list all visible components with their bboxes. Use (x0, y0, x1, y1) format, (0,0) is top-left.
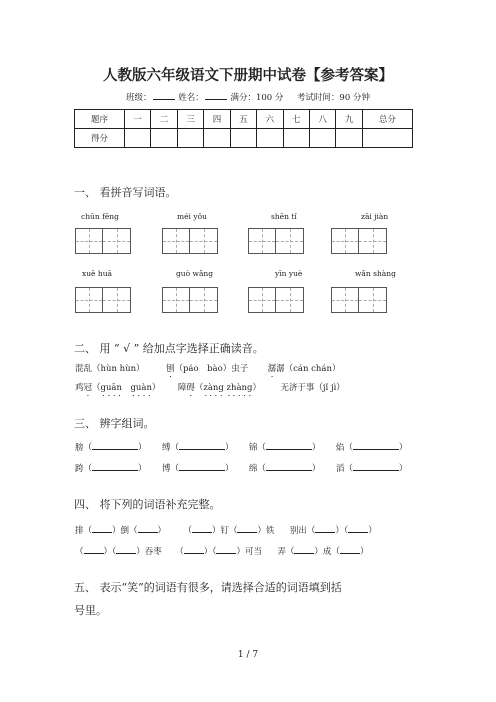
class-blank (153, 91, 175, 100)
grid-cell[interactable] (103, 228, 131, 254)
idiom-text: ）倒（ (112, 526, 138, 536)
word-paren: ） (311, 443, 321, 453)
header-cell: 六 (257, 110, 283, 129)
dotted-char: 潺 (267, 364, 277, 374)
idiom-text: ）钉（ (211, 526, 238, 536)
reading-text: （páo bào）虫子 (174, 364, 249, 374)
word-paren: ） (311, 464, 321, 474)
pinyin-label: guò wǎng (176, 269, 214, 278)
grid-cell[interactable] (190, 228, 218, 254)
section-2-title: 二、 用 “ √ ” 给加点字选择正确读音。 (74, 342, 264, 355)
word-char: 博（ (161, 464, 179, 474)
pinyin-label: méi yǒu (177, 212, 207, 221)
word-paren: ） (138, 464, 147, 474)
writing-grid[interactable] (162, 287, 218, 313)
grid-cell[interactable] (75, 228, 103, 254)
idiom-row (75, 524, 377, 536)
answer-blank[interactable] (266, 462, 312, 471)
header-cell: 七 (283, 110, 309, 129)
score-cell[interactable] (362, 129, 412, 148)
section-3-title: 三、 辨字组词。 (74, 417, 155, 430)
idiom-text: 别出（ (289, 526, 316, 536)
header-cell: 题序 (75, 110, 125, 129)
idiom-text: （ (75, 547, 84, 557)
section-5-title: 五、 表示“笑”的词语有很多，请选择合适的词语填到括 (74, 581, 342, 594)
score-cell[interactable] (230, 129, 256, 148)
answer-blank[interactable] (84, 545, 104, 554)
header-cell: 二 (151, 110, 177, 129)
reading-text: 碍（zàng zhàng） (186, 383, 261, 393)
idiom-text: ） (157, 526, 167, 536)
reading-item (75, 362, 340, 379)
word-char: 缚（ (161, 443, 179, 453)
grid-cell[interactable] (248, 287, 276, 313)
idiom-text: ） (368, 526, 377, 536)
header-cell: 九 (336, 110, 362, 129)
header-cell: 一 (125, 110, 151, 129)
score-cell[interactable] (177, 129, 203, 148)
score-cell[interactable] (336, 129, 362, 148)
header-cell: 总分 (362, 110, 412, 129)
idiom-text: ）（ (203, 547, 217, 557)
score-cell[interactable] (125, 129, 151, 148)
writing-grid[interactable] (162, 228, 218, 254)
grid-cell[interactable] (276, 228, 304, 254)
grid-cell[interactable] (75, 287, 103, 313)
idiom-text: ）（ (335, 526, 349, 536)
answer-blank[interactable] (348, 524, 368, 533)
idiom-text: 排（ (75, 526, 93, 536)
grid-cell[interactable] (162, 228, 190, 254)
class-label: 班级： (126, 93, 152, 103)
word-char: 焰（ (335, 443, 353, 453)
page-title: 人教版六年级语文下册期中试卷【参考答案】 (103, 67, 393, 84)
idiom-text: ）成（ (314, 547, 340, 557)
idiom-text: ）吞枣 (136, 547, 162, 557)
section-5-title-cont: 号里。 (74, 604, 107, 617)
writing-grid[interactable] (331, 228, 387, 254)
word-char: 膀（ (75, 443, 93, 453)
answer-blank[interactable] (92, 462, 138, 471)
score-cell[interactable] (257, 129, 283, 148)
grid-cell[interactable] (162, 287, 190, 313)
answer-blank[interactable] (353, 462, 399, 471)
word-row (75, 441, 407, 453)
idiom-text: ）（ (103, 547, 117, 557)
grid-cell[interactable] (359, 228, 387, 254)
answer-blank[interactable] (237, 524, 257, 533)
answer-blank[interactable] (92, 524, 112, 533)
grid-cell[interactable] (331, 228, 359, 254)
writing-grid[interactable] (331, 287, 387, 313)
score-table (74, 109, 413, 148)
word-char: 滔（ (335, 464, 353, 474)
answer-blank[interactable] (192, 524, 212, 533)
grid-cell[interactable] (276, 287, 304, 313)
answer-blank[interactable] (116, 545, 136, 554)
idiom-text: （ (175, 547, 184, 557)
grid-cell[interactable] (103, 287, 131, 313)
pinyin-label: wǎn shàng (355, 269, 396, 278)
pinyin-label: zāi jiàn (361, 212, 389, 221)
answer-blank[interactable] (138, 524, 158, 533)
answer-blank[interactable] (216, 545, 236, 554)
word-row (75, 462, 407, 474)
score-row (75, 129, 413, 148)
pinyin-label: xuě huā (82, 269, 113, 278)
score-cell[interactable] (151, 129, 177, 148)
reading-item (75, 381, 345, 398)
word-paren: ） (138, 443, 147, 453)
answer-blank[interactable] (266, 441, 312, 450)
answer-blank[interactable] (179, 462, 225, 471)
reading-text: 冠（guān guàn） (83, 383, 161, 393)
word-char: 绵（ (248, 464, 266, 474)
section-4-title: 四、 将下列的词语补充完整。 (74, 498, 221, 511)
grid-cell[interactable] (190, 287, 218, 313)
answer-blank[interactable] (294, 545, 314, 554)
word-paren: ） (224, 443, 234, 453)
answer-blank[interactable] (353, 441, 399, 450)
writing-grid[interactable] (75, 287, 131, 313)
word-char: 跨（ (75, 464, 93, 474)
grid-cell[interactable] (248, 228, 276, 254)
reading-text: 鸡 (75, 383, 84, 393)
word-char: 锦（ (248, 443, 266, 453)
idiom-text: （ (183, 526, 192, 536)
writing-grid[interactable] (75, 228, 131, 254)
answer-blank[interactable] (179, 441, 225, 450)
grid-cell[interactable] (331, 287, 359, 313)
page-number: 1 / 7 (237, 650, 259, 660)
answer-blank[interactable] (340, 545, 360, 554)
score-cell[interactable] (204, 129, 230, 148)
name-blank (205, 91, 227, 100)
word-paren: ） (224, 464, 234, 474)
exam-time: 考试时间：90 分钟 (296, 93, 370, 103)
header-cell: 八 (309, 110, 335, 129)
writing-grid[interactable] (248, 228, 304, 254)
header-cell: 三 (177, 110, 203, 129)
header-cell: 五 (230, 110, 256, 129)
idiom-text: 弄（ (277, 547, 295, 557)
reading-text: 无济于事（ (280, 383, 323, 393)
score-header-row (75, 110, 413, 129)
pinyin-label: chūn fēng (81, 212, 119, 221)
pinyin-label: yīn yuè (275, 269, 303, 278)
dotted-char: 刨 (165, 364, 175, 374)
writing-grid[interactable] (248, 287, 304, 313)
section-1-title: 一、 看拼音写词语。 (74, 186, 177, 199)
score-cell[interactable] (309, 129, 335, 148)
header-cell: 四 (204, 110, 230, 129)
answer-blank[interactable] (92, 441, 138, 450)
idiom-text: ） (359, 547, 369, 557)
idiom-text: ）铁 (257, 526, 275, 536)
reading-text: 障 (177, 383, 187, 393)
reading-text: 混乱（hùn hùn） (75, 364, 145, 374)
reading-text: jǐ jì） (322, 383, 345, 393)
idiom-text: ）可当 (236, 547, 262, 557)
answer-blank[interactable] (315, 524, 335, 533)
pinyin-label: shēn tǐ (271, 212, 297, 221)
score-cell[interactable] (283, 129, 309, 148)
exam-info (0, 91, 496, 103)
full-score: 满分：100 分 (230, 93, 284, 103)
word-paren: ） (398, 464, 408, 474)
grid-cell[interactable] (359, 287, 387, 313)
reading-text: 潺（cán chán） (276, 364, 341, 374)
answer-blank[interactable] (184, 545, 204, 554)
name-label: 姓名： (178, 93, 204, 103)
score-row-label: 得分 (75, 129, 125, 148)
word-paren: ） (398, 443, 408, 453)
idiom-row (75, 545, 368, 557)
